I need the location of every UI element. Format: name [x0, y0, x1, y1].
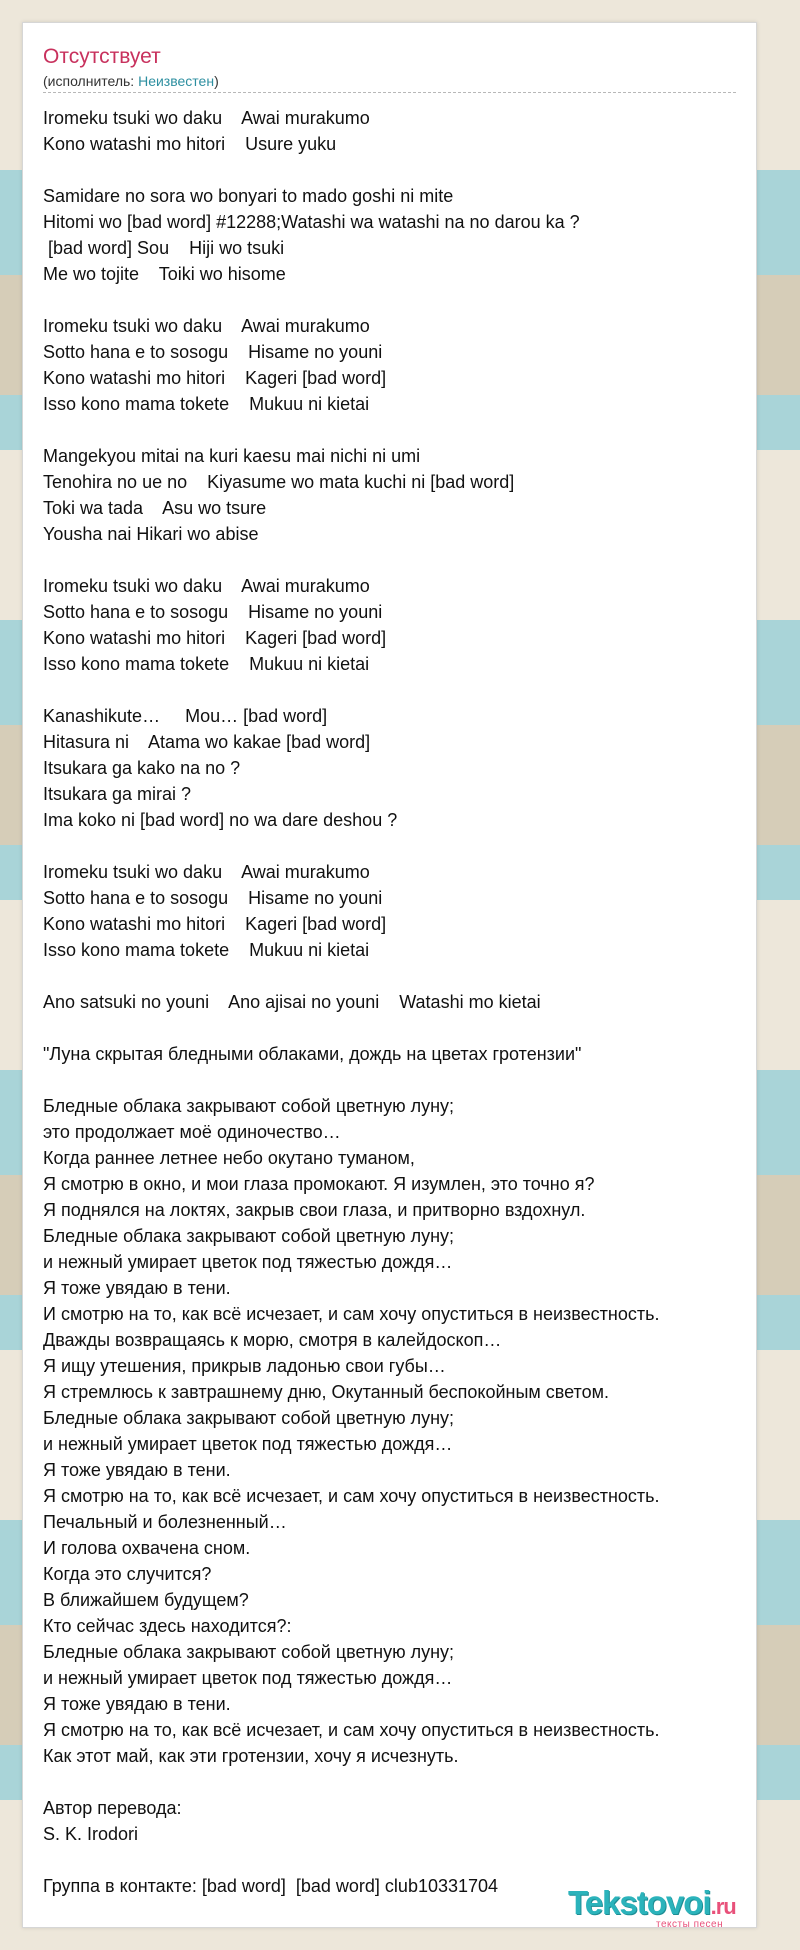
title-separator	[43, 92, 736, 93]
lyric-line: Я тоже увядаю в тени.	[43, 1694, 231, 1714]
lyric-line: Toki wa tada Asu wo tsure	[43, 498, 267, 518]
lyric-line: В ближайшем будущем?	[43, 1590, 249, 1610]
lyric-line: Itsukara ga kako na no ?	[43, 758, 241, 778]
lyric-line: Бледные облака закрывают собой цветную луну;	[43, 1096, 455, 1116]
lyric-line: Я тоже увядаю в тени.	[43, 1278, 231, 1298]
lyric-line	[43, 1847, 743, 1873]
logo-tagline: тексты песен	[656, 1919, 724, 1930]
lyric-line: S. K. Irodori	[43, 1824, 139, 1844]
lyric-line: Автор перевода:	[43, 1798, 182, 1818]
lyric-line: Группа в контакте: [bad word] [bad word] club10331704	[43, 1876, 499, 1896]
lyric-line: Iromeku tsuki wo daku Awai murakumo	[43, 576, 370, 596]
lyric-line	[43, 677, 743, 703]
lyric-line: Когда это случится?	[43, 1564, 212, 1584]
logo-tld: .ru	[710, 1894, 736, 1919]
lyric-line: Kanashikute… Mou… [bad word]	[43, 706, 328, 726]
lyric-line: Mangekyou mitai na kuri kaesu mai nichi ni umi	[43, 446, 421, 466]
lyric-line: и нежный умирает цветок под тяжестью дождя…	[43, 1668, 453, 1688]
lyric-line	[43, 417, 743, 443]
lyrics-text	[43, 105, 743, 1899]
lyric-line: Я тоже увядаю в тени.	[43, 1460, 231, 1480]
lyric-line: Sotto hana e to sosogu Hisame no youni	[43, 342, 383, 362]
lyrics-card	[22, 22, 757, 1928]
logo-name: Tekstovoi	[568, 1884, 711, 1921]
lyric-line	[43, 1769, 743, 1795]
lyric-line	[43, 1067, 743, 1093]
performer-link[interactable]: Неизвестен	[138, 73, 215, 89]
lyric-line: Samidare no sora wo bonyari to mado goshi ni mite	[43, 186, 454, 206]
lyric-line: Бледные облака закрывают собой цветную луну;	[43, 1226, 455, 1246]
lyric-line: Itsukara ga mirai ?	[43, 784, 192, 804]
lyric-line	[43, 963, 743, 989]
performer-prefix: (исполнитель:	[43, 73, 139, 89]
lyric-line: Hitomi wo [bad word] #12288;Watashi wa watashi na no darou ka ?	[43, 212, 580, 232]
lyric-line: Ano satsuki no youni Ano ajisai no youni Watashi mo kietai	[43, 992, 541, 1012]
lyric-line: Isso kono mama tokete Mukuu ni kietai	[43, 654, 370, 674]
lyric-line: Sotto hana e to sosogu Hisame no youni	[43, 602, 383, 622]
lyric-line: и нежный умирает цветок под тяжестью дождя…	[43, 1434, 453, 1454]
lyric-line: Kono watashi mo hitori Usure yuku	[43, 134, 337, 154]
lyric-line: Бледные облака закрывают собой цветную луну;	[43, 1642, 455, 1662]
lyric-line: Я стремлюсь к завтрашнему дню, Окутанный беспокойным светом.	[43, 1382, 609, 1402]
lyric-line: [bad word] Sou Hiji wo tsuki	[43, 238, 285, 258]
lyric-line: Tenohira no ue no Kiyasume wo mata kuchi ni [bad word]	[43, 472, 515, 492]
lyric-line: Isso kono mama tokete Mukuu ni kietai	[43, 940, 370, 960]
lyric-line	[43, 1015, 743, 1041]
lyric-line: Ima koko ni [bad word] no wa dare deshou ?	[43, 810, 398, 830]
lyric-line: Hitasura ni Atama wo kakae [bad word]	[43, 732, 371, 752]
lyric-line: Дважды возвращаясь к морю, смотря в калейдоскоп…	[43, 1330, 502, 1350]
lyric-line: Iromeku tsuki wo daku Awai murakumo	[43, 108, 370, 128]
lyric-line: Я смотрю на то, как всё исчезает, и сам хочу опуститься в неизвестность.	[43, 1486, 660, 1506]
lyric-line	[43, 547, 743, 573]
lyric-line: Я ищу утешения, прикрыв ладонью свои губы…	[43, 1356, 446, 1376]
lyric-line: Sotto hana e to sosogu Hisame no youni	[43, 888, 383, 908]
lyric-line: Я смотрю в окно, и мои глаза промокают. Я изумлен, это точно я?	[43, 1174, 595, 1194]
performer-line	[43, 73, 219, 89]
lyric-line: Печальный и болезненный…	[43, 1512, 287, 1532]
lyric-line: Kono watashi mo hitori Kageri [bad word]	[43, 368, 387, 388]
lyric-line	[43, 833, 743, 859]
lyric-line: Я поднялся на локтях, закрыв свои глаза, и притворно вздохнул.	[43, 1200, 586, 1220]
lyric-line	[43, 157, 743, 183]
lyric-line: Me wo tojite Toiki wo hisome	[43, 264, 286, 284]
lyric-line: Как этот май, как эти гротензии, хочу я исчезнуть.	[43, 1746, 459, 1766]
lyric-line: Kono watashi mo hitori Kageri [bad word]	[43, 914, 387, 934]
lyric-line: это продолжает моё одиночество…	[43, 1122, 341, 1142]
performer-suffix: )	[214, 73, 219, 89]
song-title: Отсутствует	[43, 45, 161, 68]
lyric-line: Iromeku tsuki wo daku Awai murakumo	[43, 316, 370, 336]
lyric-line: Yousha nai Hikari wo abise	[43, 524, 259, 544]
lyric-line: "Луна скрытая бледными облаками, дождь на цветах гротензии"	[43, 1044, 582, 1064]
lyric-line: Iromeku tsuki wo daku Awai murakumo	[43, 862, 370, 882]
lyric-line: И смотрю на то, как всё исчезает, и сам хочу опуститься в неизвестность.	[43, 1304, 660, 1324]
lyric-line: Kono watashi mo hitori Kageri [bad word]	[43, 628, 387, 648]
lyric-line: и нежный умирает цветок под тяжестью дождя…	[43, 1252, 453, 1272]
site-logo[interactable]	[568, 1885, 758, 1933]
lyric-line: И голова охвачена сном.	[43, 1538, 251, 1558]
lyric-line: Кто сейчас здесь находится?:	[43, 1616, 292, 1636]
lyric-line: Бледные облака закрывают собой цветную луну;	[43, 1408, 455, 1428]
lyric-line	[43, 287, 743, 313]
lyric-line: Я смотрю на то, как всё исчезает, и сам хочу опуститься в неизвестность.	[43, 1720, 660, 1740]
lyric-line: Isso kono mama tokete Mukuu ni kietai	[43, 394, 370, 414]
lyric-line: Когда раннее летнее небо окутано туманом,	[43, 1148, 415, 1168]
